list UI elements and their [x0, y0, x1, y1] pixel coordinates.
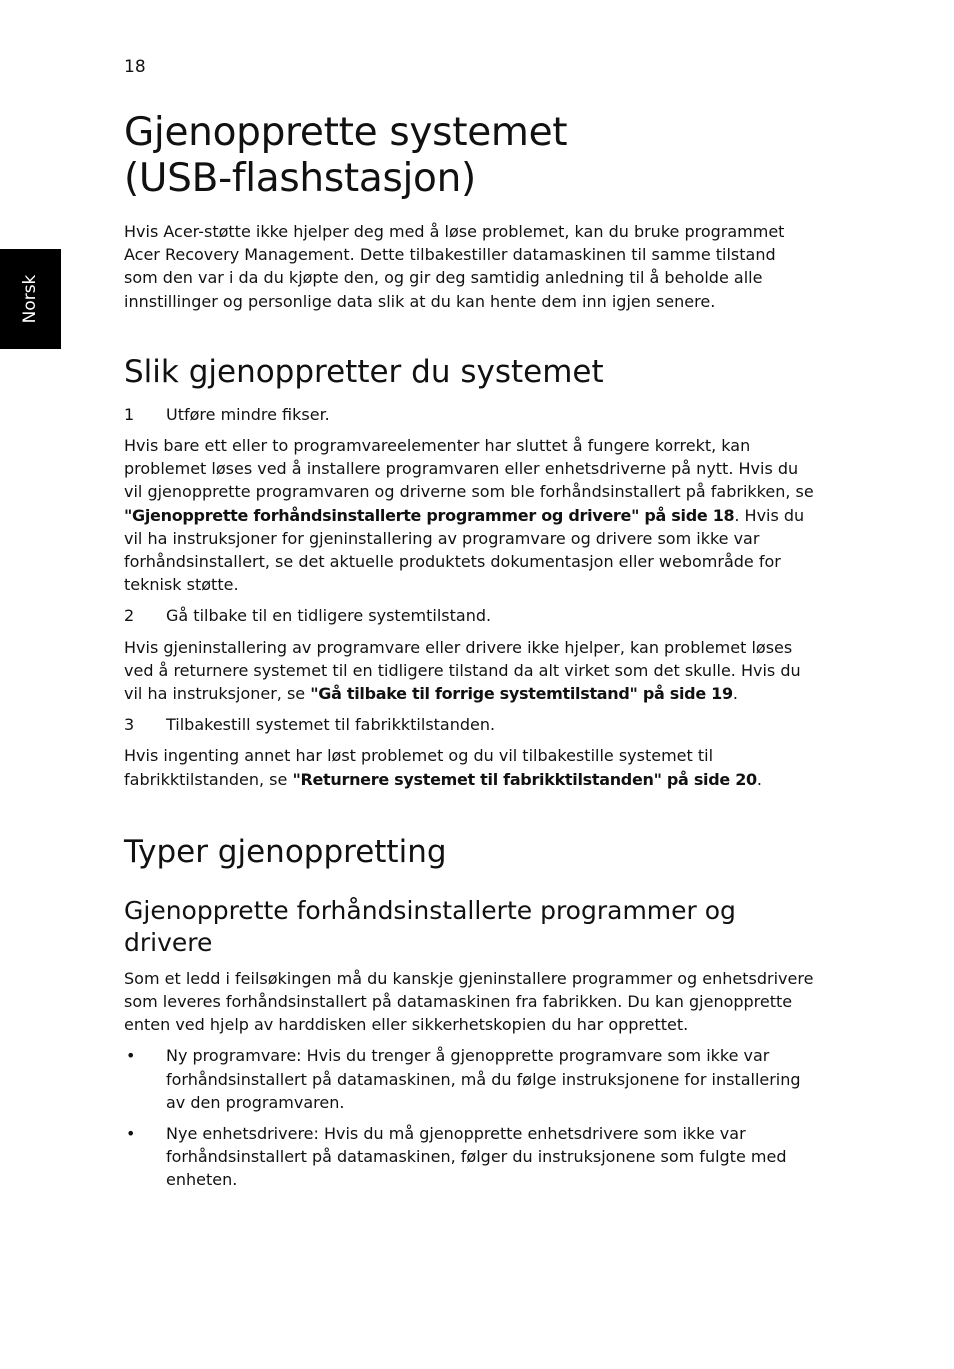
step-3: [124, 713, 814, 736]
step-number: 3: [124, 715, 135, 735]
page-title-line-2: (USB-flashstasjon): [124, 156, 476, 201]
step-number: 2: [124, 606, 135, 626]
cross-reference-link[interactable]: "Gjenopprette forhåndsinstallerte programmer og drivere" på side 18: [124, 505, 735, 525]
page-number: 18: [124, 57, 146, 77]
subsection-body: Som et ledd i feilsøkingen må du kanskje gjeninstallere programmer og enhetsdrivere som leveres forhåndsinstallert på datamaskinen fra fabrikken. Du kan gjenopprette enten ved hjelp av harddisken eller sikkerhetskopien du har opprettet.: [124, 968, 814, 1035]
list-item-text: Ny programvare: Hvis du trenger å gjenopprette programvare som ikke var forhåndsinstallert på datamaskinen, må du følge instruksjonene for installering av den programvaren.: [166, 1046, 801, 1112]
step-number: 1: [124, 404, 135, 424]
step-2: [124, 604, 814, 627]
step-2-body-text-end: .: [732, 684, 738, 704]
bullet-icon: •: [126, 1046, 136, 1066]
cross-reference-link[interactable]: "Returnere systemet til fabrikktilstanden" på side 20: [292, 769, 757, 789]
section-heading-restore: Slik gjenoppretter du systemet: [124, 353, 604, 390]
step-text: Gå tilbake til en tidligere systemtilstand.: [166, 606, 492, 626]
step-3-body: [124, 744, 814, 790]
step-text: Utføre mindre fikser.: [166, 404, 330, 424]
list-item: [124, 1044, 814, 1114]
step-3-body-text-end: .: [756, 769, 762, 789]
step-1-body: [124, 434, 814, 596]
step-2-body: [124, 636, 814, 706]
cross-reference-link[interactable]: "Gå tilbake til forrige systemtilstand" på side 19: [310, 684, 733, 704]
language-side-tab-label: Norsk: [20, 274, 40, 324]
step-1-body-text: Hvis bare ett eller to programvareelementer har sluttet å fungere korrekt, kan problemet løses ved å installere programvaren eller enhetsdriverne på nytt. Hvis du vil gjenopprette programvaren og driverne som ble forhåndsinstallert på fabrikken, se: [124, 436, 814, 502]
step-text: Tilbakestill systemet til fabrikktilstanden.: [166, 715, 496, 735]
step-2-body-text: Hvis gjeninstallering av programvare eller drivere ikke hjelper, kan problemet løses ved å returnere systemet til en tidligere tilstand da alt virket som det skulle. Hvis du vil ha instruksjoner, se: [124, 637, 801, 704]
page-title-line-1: Gjenopprette systemet: [124, 110, 568, 155]
list-item: [124, 1122, 814, 1192]
step-1: [124, 403, 814, 426]
bullet-icon: •: [126, 1124, 136, 1144]
step-1-body-text-end: . Hvis du vil ha instruksjoner for gjeninstallering av programvare og drivere som ikke var forhåndsinstallert, se det aktuelle produktets dokumentasjon eller webområde for teknisk støtte.: [124, 505, 805, 595]
subsection-heading-preinstalled: Gjenopprette forhåndsinstallerte programmer og drivere: [124, 895, 736, 957]
list-item-text: Nye enhetsdrivere: Hvis du må gjenopprette enhetsdrivere som ikke var forhåndsinstallert på datamaskinen, følger du instruksjonene som fulgte med enheten.: [166, 1124, 787, 1190]
page-title: [124, 110, 814, 202]
intro-paragraph: Hvis Acer-støtte ikke hjelper deg med å løse problemet, kan du bruke programmet Acer Recovery Management. Dette tilbakestiller datamaskinen til samme tilstand som den var i da du kjøpte den, og gir deg samtidig anledning til å beholde alle innstillinger og personlige data slik at du kan hente dem inn igjen senere.: [124, 222, 785, 311]
page-content: [124, 110, 814, 1200]
section-heading-recovery-types: Typer gjenoppretting: [124, 833, 447, 870]
step-3-body-text: Hvis ingenting annet har løst problemet og du vil tilbakestille systemet til fabrikktilstanden, se: [124, 746, 714, 789]
bullet-list: [124, 1044, 814, 1191]
